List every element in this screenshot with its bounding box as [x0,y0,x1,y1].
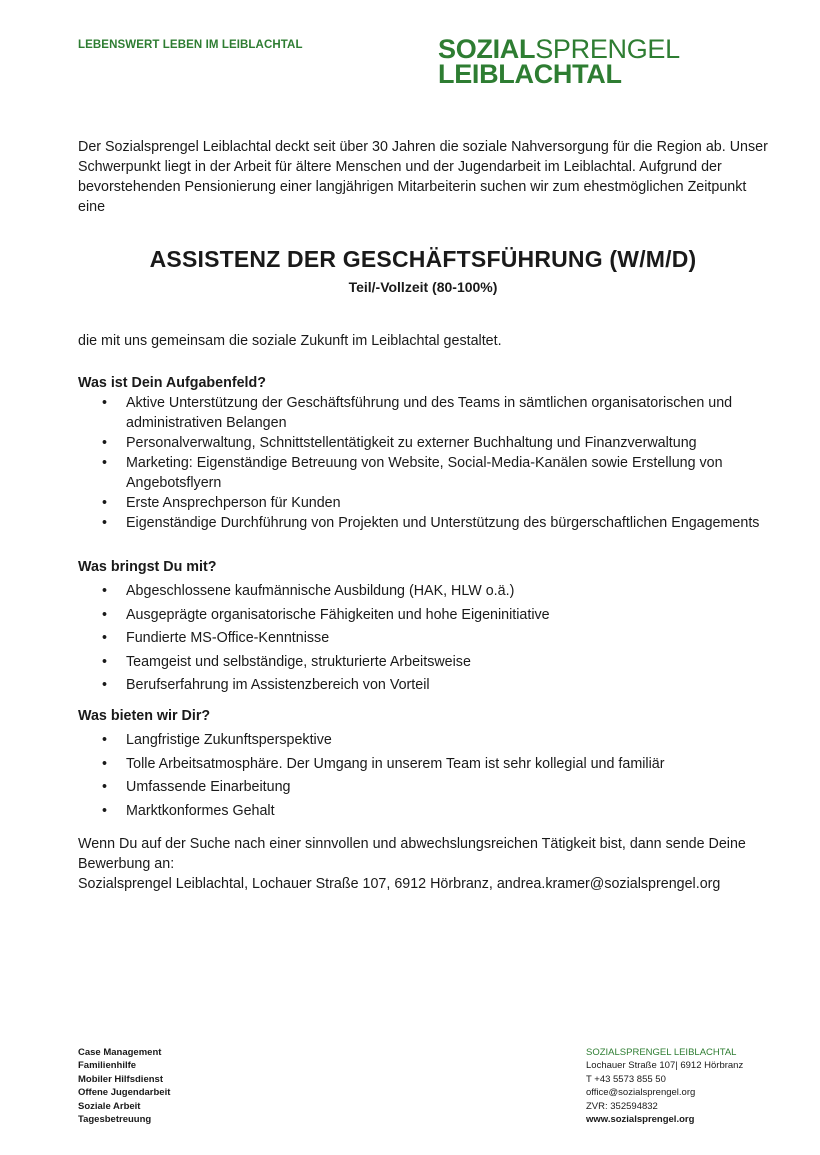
header-tagline: LEBENSWERT LEBEN IM LEIBLACHTAL [78,39,303,51]
logo-line-1-light: SPRENGEL [535,34,680,64]
service-item: Familienhilfe [78,1060,137,1072]
application-address: Sozialsprengel Leiblachtal, Lochauer Straße 107, 6912 Hörbranz, andrea.kramer@sozialsprengel.org [78,875,721,892]
task-list [78,393,768,533]
list-item: • Berufserfahrung im Assistenzbereich von Vorteil [126,675,768,695]
list-item: • Ausgeprägte organisatorische Fähigkeiten und hohe Eigeninitiative [126,605,768,625]
list-item: • Abgeschlossene kaufmännische Ausbildung (HAK, HLW o.ä.) [126,581,768,601]
list-item: • Personalverwaltung, Schnittstellentätigkeit zu externer Buchhaltung und Finanzverwaltung [126,433,768,453]
footer-contact [586,1046,743,1126]
section-heading: Was ist Dein Aufgabenfeld? [78,375,266,391]
list-item: • Marketing: Eigenständige Betreuung von Website, Social-Media-Kanälen sowie Erstellung von Angebotsflyern [126,453,768,493]
list-item: • Langfristige Zukunftsperspektive [126,730,768,750]
section-requirements [78,557,768,695]
job-subtitle: Teil/-Vollzeit (80-100%) [348,279,498,295]
service-item: Mobiler Hilfsdienst [78,1073,163,1085]
section-heading: Was bieten wir Dir? [78,708,211,724]
intro-paragraph: Der Sozialsprengel Leiblachtal deckt seit über 30 Jahren die soziale Nahversorgung für die Region ab. Unser Schwerpunkt liegt in der Arbeit für ältere Menschen und der Jugendarbeit im Leiblachtal. Aufgrund der bevorstehenden Pensionierung einer langjährigen Mitarbeiterin suchen wir zum ehestmöglichen Zeitpunkt eine [78,139,768,215]
footer-org-name: SOZIALSPRENGEL LEIBLACHTAL [586,1047,737,1058]
footer-website-link[interactable]: www.sozialsprengel.org [586,1114,695,1126]
sozialsprengel-logo [438,36,760,88]
logo-line-2: LEIBLACHTAL [438,59,622,89]
list-item: • Erste Ansprechperson für Kunden [126,493,768,513]
footer-phone: T +43 5573 855 50 [586,1073,666,1085]
footer-services [78,1046,170,1126]
offer-list [78,730,768,821]
service-item: Tagesbetreuung [78,1114,152,1126]
footer-email-link[interactable]: office@sozialsprengel.org [586,1087,696,1099]
service-item: Offene Jugendarbeit [78,1087,171,1099]
list-item: • Aktive Unterstützung der Geschäftsführung und des Teams in sämtlichen organisatorischen und administrativen Belangen [126,393,768,433]
section-heading: Was bringst Du mit? [78,559,217,575]
list-item: • Umfassende Einarbeitung [126,777,768,797]
logo-line-1-bold: SOZIAL [438,34,536,64]
list-item: • Teamgeist und selbständige, strukturierte Arbeitsweise [126,652,768,672]
job-title: ASSISTENZ DER GESCHÄFTSFÜHRUNG (W/M/D) [149,246,697,272]
lead-paragraph: die mit uns gemeinsam die soziale Zukunft im Leiblachtal gestaltet. [78,333,502,349]
list-item: • Eigenständige Durchführung von Projekten und Unterstützung des bürgerschaftlichen Engagements [126,513,768,533]
service-item: Case Management [78,1047,162,1058]
service-item: Soziale Arbeit [78,1100,141,1112]
footer-address: Lochauer Straße 107| 6912 Hörbranz [586,1060,744,1072]
list-item: • Tolle Arbeitsatmosphäre. Der Umgang in unserem Team ist sehr kollegial und familiär [126,754,768,774]
requirement-list [78,581,768,695]
list-item: • Fundierte MS-Office-Kenntnisse [126,628,768,648]
document-body [78,137,768,894]
closing-text: Wenn Du auf der Suche nach einer sinnvollen und abwechslungsreichen Tätigkeit bist, dann sende Deine Bewerbung an: [78,835,746,872]
closing-paragraph [78,834,768,894]
section-tasks [78,373,768,533]
section-offer [78,706,768,821]
footer-zvr: ZVR: 352594832 [586,1100,658,1112]
list-item: • Marktkonformes Gehalt [126,801,768,821]
